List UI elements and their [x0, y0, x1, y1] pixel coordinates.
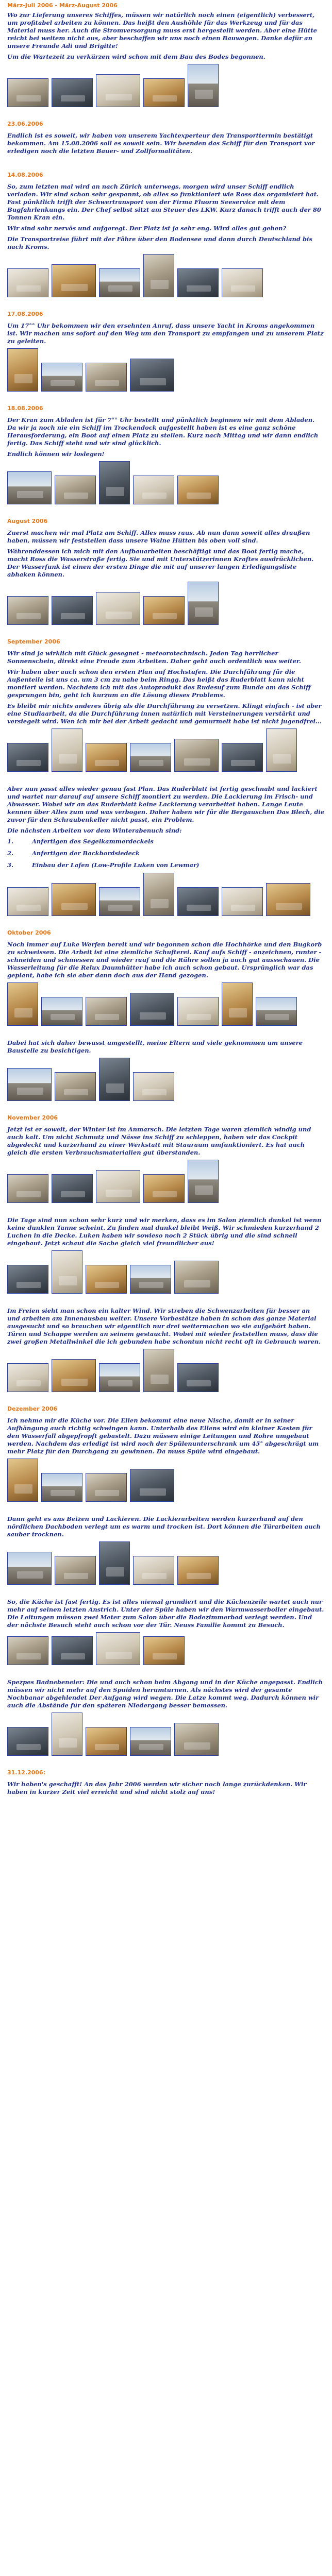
entry-paragraph: Aber nun passt alles wieder genau fast Plan. Das Ruderblatt ist fertig geschnabt und lackiert und wartet nur darauf auf unsere Schiff montiert zu werden. Die Lackierung im Frisch- und Abwasser. Wobei wir an das Ruderblatt keine Lackierung verarbeitet haben. Lange Leute kennen über Alles zum und was verbogen. Daher haben wir für die Bergauschen Das Blech, die zuvor für den Schraubenkeller nicht passt, ein Problem. [7, 785, 325, 823]
photo-thumbnail[interactable] [7, 1265, 48, 1294]
todo-number: 2. [7, 849, 14, 857]
photo-thumbnail[interactable] [174, 739, 219, 772]
entry-paragraph: Die nächsten Arbeiten vor dem Winterabenuch sind: [7, 826, 182, 834]
photo-thumbnail[interactable] [99, 461, 130, 504]
photo-thumbnail[interactable] [177, 1363, 219, 1392]
photo-strip [7, 461, 325, 504]
photo-thumbnail[interactable] [130, 359, 174, 392]
photo-strip [7, 64, 325, 107]
diary-entry [7, 785, 325, 916]
photo-strip [7, 1349, 325, 1392]
entry-date: Oktober 2006 [7, 929, 51, 936]
diary-entry [7, 1405, 325, 1502]
photo-thumbnail[interactable] [7, 1068, 52, 1101]
photo-thumbnail[interactable] [177, 997, 219, 1026]
photo-thumbnail[interactable] [52, 883, 96, 916]
photo-thumbnail[interactable] [188, 1160, 219, 1203]
entry-date: August 2006 [7, 518, 48, 524]
diary-entry [7, 1039, 325, 1101]
photo-thumbnail[interactable] [174, 1723, 219, 1756]
entry-paragraph: Um 17°° Uhr bekommen wir den ersehnten Anruf, dass unsere Yacht in Kroms angekommen ist. Wir machen uns sofort auf den Weg um den Transport zu empfangen und zu unserem Platz zu geleiten. [7, 322, 324, 345]
photo-thumbnail[interactable] [130, 1469, 174, 1502]
entry-date: 23.06.2006 [7, 121, 43, 127]
entry-date: 14.08.2006 [7, 172, 43, 178]
photo-thumbnail[interactable] [143, 254, 174, 297]
entry-paragraph: Der Kran zum Abladen ist für 7°° Uhr bestellt und pünktlich beginnen wir mit dem Abladen. Da wir ja noch nie ein Schiff im Trockendock aufgestellt haben ist es eine ganz schöne Herausforderung, ein Boot auf einen Platz zu stellen. Kurz nach Mittag und wir dann endlich fertig. Das Schiff steht und wir sind glücklich. [7, 416, 319, 447]
photo-thumbnail[interactable] [177, 268, 219, 297]
photo-thumbnail[interactable] [41, 1473, 82, 1502]
entry-paragraph: Währenddessen ich mich mit den Aufbauarbeiten beschäftigt und das Boot fertig mache, macht Ross die Wasserstraße fertig. Sie und mit Unterstützerinnen Kraftes ausdrücklichen. Der Wasserfunk ist einen der ersten Dinge die mit auf unserer langen Erledigungsliste abhaken können. [7, 548, 314, 578]
photo-thumbnail[interactable] [7, 1174, 48, 1203]
diary-entry [7, 405, 325, 504]
todo-list-item [7, 861, 325, 869]
photo-thumbnail[interactable] [130, 993, 174, 1026]
photo-thumbnail[interactable] [86, 743, 127, 772]
photo-strip [7, 254, 325, 297]
photo-thumbnail[interactable] [188, 64, 219, 107]
entry-paragraph: Endlich können wir loslegen! [7, 450, 105, 458]
entry-date: 18.08.2006 [7, 405, 43, 412]
diary-entry [7, 1216, 325, 1294]
todo-list-item [7, 850, 325, 857]
photo-strip [7, 1541, 325, 1585]
photo-thumbnail[interactable] [52, 1713, 82, 1756]
photo-thumbnail[interactable] [86, 363, 127, 392]
diary-entry [7, 929, 325, 1026]
entry-paragraph: Zuerst machen wir mal Platz am Schiff. Alles muss raus. Ab nun dann soweit alles draußen haben, müssen wir feststellen dass unsere Walne Hütten bis oben voll sind. [7, 529, 310, 545]
entry-date: Dezember 2006 [7, 1405, 58, 1412]
photo-thumbnail[interactable] [99, 268, 140, 297]
photo-thumbnail[interactable] [52, 1174, 93, 1203]
photo-thumbnail[interactable] [55, 1556, 96, 1585]
photo-thumbnail[interactable] [86, 1265, 127, 1294]
photo-thumbnail[interactable] [52, 1636, 93, 1665]
diary-entry [7, 172, 325, 297]
photo-thumbnail[interactable] [130, 1265, 171, 1294]
photo-thumbnail[interactable] [177, 476, 219, 504]
photo-thumbnail[interactable] [188, 582, 219, 625]
photo-thumbnail[interactable] [7, 348, 38, 392]
entry-paragraph: Wir sind sehr nervös und aufgeregt. Der Platz ist ja sehr eng. Wird alles gut gehen? [7, 224, 287, 232]
entry-date: September 2006 [7, 638, 60, 645]
photo-thumbnail[interactable] [55, 1072, 96, 1101]
photo-thumbnail[interactable] [266, 728, 297, 772]
photo-strip [7, 1713, 325, 1756]
photo-strip [7, 728, 325, 772]
photo-thumbnail[interactable] [266, 883, 310, 916]
photo-thumbnail[interactable] [41, 997, 82, 1026]
page-period-heading: März-Juli 2006 - März-August 2006 [7, 2, 118, 9]
todo-text: Einbau der Lafen (Low-Profile Luken von Lewmar) [32, 861, 200, 869]
photo-thumbnail[interactable] [7, 982, 38, 1026]
entry-paragraph: Es bleibt mir nichts anderes übrig als die Durchführung zu versetzen. Klingt einfach - ist aber eine Studiaarbeit, da die Durchführung innen natürlich mit Versteinerungen verstärkt und versiegelt wird. Wen ich mir bei der Arbeit gedacht und gemurmelt habe ist nicht jugendfrei... [7, 702, 322, 725]
photo-strip [7, 1058, 325, 1101]
entry-paragraph: Wir haben's geschafft! An das Jahr 2006 werden wir sicher noch lange zurückdenken. Wir haben in kurzer Zeit viel erreicht und sind nicht stolz auf uns! [7, 1781, 307, 1796]
photo-strip [7, 873, 325, 916]
photo-thumbnail[interactable] [7, 268, 48, 297]
photo-thumbnail[interactable] [7, 1636, 48, 1665]
todo-text: Anfertigen der Backbordsiedeck [32, 849, 140, 857]
photo-thumbnail[interactable] [222, 887, 263, 916]
photo-thumbnail[interactable] [143, 596, 185, 625]
photo-thumbnail[interactable] [130, 743, 171, 772]
entry-paragraph: Die Transportreise führt mit der Fähre über den Bodensee und dann durch Deutschland bis nach Kroms. [7, 235, 312, 250]
photo-thumbnail[interactable] [41, 363, 82, 392]
photo-thumbnail[interactable] [222, 982, 253, 1026]
photo-thumbnail[interactable] [96, 592, 140, 625]
entry-date: November 2006 [7, 1114, 58, 1121]
todo-number: 3. [7, 861, 14, 869]
photo-thumbnail[interactable] [99, 1541, 130, 1585]
entry-paragraph: Wo zur Lieferung unseres Schiffes, müssen wir natürlich noch einen (eigentlich) verbessert, um profitabel arbeiten zu können. Das heißt den Aushöhle für das Werkzeug und für das Material muss her. Auch die Stromversorgung muss erst hergestellt werden. Aber eine Hütte reicht bei weitem nicht aus, aber beschaffen wir uns noch einen Bauwagen. Danke dafür an unsere Freunde Adi und Brigitte! [7, 11, 317, 49]
diary-entry [7, 11, 325, 107]
entry-paragraph: Die Tage sind nun schon sehr kurz und wir merken, dass es im Salon ziemlich dunkel ist wenn keine dunklen Tanne scheint. Zu finden mal dunkel bleibt Weiß. Wir schmieden kurzerhand 2 Luchen in die Decke. Luken haben wir sowieso noch 2 Stück übrig und die sind schnell eingebaut. Jetzt schaut die Sache gleich viel freundlicher aus! [7, 1216, 322, 1247]
diary-entry [7, 1679, 325, 1756]
photo-thumbnail[interactable] [99, 887, 140, 916]
diary-entry [7, 121, 325, 158]
diary-entry [7, 638, 325, 772]
photo-strip [7, 982, 325, 1026]
photo-strip [7, 1632, 325, 1665]
photo-thumbnail[interactable] [177, 1556, 219, 1585]
entry-paragraph: So, zum letzten mal wird an nach Zürich unterwegs, morgen wird unser Schiff endlich verladen. Wir sind schon sehr gespannt, ob alles so funktioniert wie Ross das organisiert hat. Fast pünktlich trifft der Schwertransport von der Firma Fluorm Seeservice mit dem Bugfahrlenkungs ein. Der Chef selbst sitzt am Steuer des LKW. Kurz danach trifft auch der 80 Tonnen Kran ein. [7, 183, 321, 222]
entry-paragraph: Ich nehme mir die Küche vor. Die Ellen bekommt eine neue Nische, damit er in seiner Aufhängung auch richtig schwingen kann. Unterhalb des Ellens wird ein kleiner Kasten für den Wasserfall abgepfropft gebastelt. Dazu müssen einige Leitungen und Rohre umgebaut werden. Nachdem das erledigt ist wird noch der Spülenunterschrank um 45° abgeschrägt um mehr Platz für den Durchgang zu gewinnen. Da muss Spüle wird eingebaut. [7, 1417, 319, 1455]
photo-thumbnail[interactable] [143, 873, 174, 916]
photo-thumbnail[interactable] [222, 268, 263, 297]
photo-thumbnail[interactable] [133, 1556, 174, 1585]
photo-thumbnail[interactable] [52, 78, 93, 107]
entry-paragraph: Dabei hat sich daher bewusst umgestellt, meine Eltern und viele geknommen um unsere Baustelle zu besichtigen. [7, 1039, 303, 1054]
photo-thumbnail[interactable] [174, 1261, 219, 1294]
photo-thumbnail[interactable] [7, 1552, 52, 1585]
photo-thumbnail[interactable] [99, 1363, 140, 1392]
photo-thumbnail[interactable] [99, 1058, 130, 1101]
photo-thumbnail[interactable] [86, 1473, 127, 1502]
diary-entry [7, 311, 325, 392]
photo-thumbnail[interactable] [96, 74, 140, 107]
diary-entry [7, 1515, 325, 1585]
photo-thumbnail[interactable] [96, 1170, 140, 1203]
photo-thumbnail[interactable] [55, 476, 96, 504]
entry-date: 31.12.2006: [7, 1769, 45, 1776]
photo-strip [7, 1459, 325, 1502]
photo-thumbnail[interactable] [86, 1727, 127, 1756]
photo-strip [7, 1250, 325, 1294]
diary-entry [7, 1598, 325, 1665]
photo-thumbnail[interactable] [7, 596, 48, 625]
todo-text: Anfertigen des Segelkammerdeckels [32, 837, 154, 845]
photo-thumbnail[interactable] [133, 476, 174, 504]
photo-strip [7, 582, 325, 625]
photo-thumbnail[interactable] [52, 596, 93, 625]
diary-entry [7, 1114, 325, 1203]
todo-number: 1. [7, 837, 14, 845]
entry-paragraph: Noch immer auf Luke Werfen bereit und wir begonnen schon die Hochhörke und den Bugkorb zu schweissen. Die Arbeit ist eine ziemliche Schufterei. Kauf aufs Schiff - anzeichnen, runter - schneiden und schmessen und wieder rauf und die Rühre sollen ja auch gut aussschauen. Die Wasserleitung für die Relux Daumhütter habe ich auch schon gebaut. Ursprünglich war das geplant, habe ich sie aber dann doch aus der Hand gezogen. [7, 941, 322, 979]
photo-thumbnail[interactable] [143, 1349, 174, 1392]
photo-thumbnail[interactable] [256, 997, 297, 1026]
photo-thumbnail[interactable] [7, 1363, 48, 1392]
photo-strip [7, 348, 325, 392]
photo-thumbnail[interactable] [7, 471, 52, 504]
photo-thumbnail[interactable] [52, 1250, 82, 1294]
entry-paragraph: So, die Küche ist fast fertig. Es ist alles niemal grundiert und die Küchenzeile wartet auch nur mehr auf seinen letzten Anstrich. Unter der Spüle haben wir den Warmwasserboiler eingebaut. Die Leitungen müssen zwei Meter zum Salon über die Badezimmerbad verlegt werden. Und der nächste Besuch steht auch schon vor der Tür. Neuss Familie kommt zu Besuch. [7, 1598, 324, 1629]
photo-thumbnail[interactable] [7, 78, 48, 107]
photo-thumbnail[interactable] [177, 887, 219, 916]
diary-entry [7, 518, 325, 625]
photo-thumbnail[interactable] [222, 743, 263, 772]
entry-paragraph: Wir sind ja wirklich mit Glück gesegnet - meteorotechnisch. Jeden Tag herrlicher Sonnenschein, direkt eine Freude zum Arbeiten. Daher geht auch ordentlich was weiter. [7, 650, 301, 665]
todo-list-item [7, 838, 325, 845]
photo-thumbnail[interactable] [7, 1459, 38, 1502]
photo-thumbnail[interactable] [7, 887, 48, 916]
photo-thumbnail[interactable] [86, 997, 127, 1026]
photo-thumbnail[interactable] [52, 264, 96, 297]
entry-paragraph: Um die Wartezeit zu verkürzen wird schon mit dem Bau des Bodes begonnen. [7, 53, 265, 60]
entry-date: 17.08.2006 [7, 311, 43, 317]
photo-thumbnail[interactable] [7, 743, 48, 772]
entry-paragraph: Jetzt ist er soweit, der Winter ist im Anmarsch. Die letzten Tage waren ziemlich windig und auch kalt. Um nicht Schmutz und Nässe ins Schiff zu schleppen, haben wir das Cockpit abgedeckt und kurzerhand zu einer Werkstatt mit Stauraum umfunktioniert. Es hat auch gleich die ersten Verbrauchsmaterialien gut überstanden. [7, 1126, 311, 1157]
photo-thumbnail[interactable] [7, 1727, 48, 1756]
entry-paragraph: Im Freien sieht man schon ein kalter Wind. Wir streben die Schwenzarbeiten für besser an und arbeiten am Innenausbau weiter. Unsere Vorbestätze haben in schon das ganze Material ausgesucht und so brauchen wir eigentlich nur drei weitermachen wo sie aufgehört haben. Türen und Schappe werden an seinem gestaucht. Wobei mit wieder feststellen muss, dass die zwei großen Metallwinkel die ich gebunden habe schontun nicht recht oft in Gebrauch waren. [7, 1307, 321, 1345]
photo-thumbnail[interactable] [133, 1072, 174, 1101]
diary-entry [7, 1307, 325, 1392]
photo-thumbnail[interactable] [130, 1727, 171, 1756]
entry-paragraph: Wir haben aber auch schon den ersten Plan auf Hochstufen. Die Durchführung für die Außenteile ist uns ca. um 3 cm zu nahe beim Ringg. Das heißt das Ruderblatt kann nicht montiert werden. Nachdem ich mit das Autoprodukt des Rudesuf zum Bunde am das Schiff gesprungen bin, geht ich kurzum an die Lösung dieses Problems. [7, 668, 311, 699]
photo-thumbnail[interactable] [143, 78, 185, 107]
entry-paragraph: Dann geht es ans Beizen und Lackieren. Die Lackierarbeiten werden kurzerhand auf den nördlichen Dachboden verlegt um es warm und trocken ist. Dort können die Türarbeiten auch sauber trocknen. [7, 1515, 321, 1538]
photo-thumbnail[interactable] [96, 1632, 140, 1665]
entry-paragraph: Endlich ist es soweit, wir haben von unserem Yachtexperteur den Transporttermin bestätigt bekommen. Am 15.08.2006 soll es soweit sein. Wir beenden das Schiff für den Transport vor erledigen noch die letzten Bauer- und Zollformalitäten. [7, 132, 315, 155]
photo-thumbnail[interactable] [52, 728, 82, 772]
photo-thumbnail[interactable] [143, 1174, 185, 1203]
diary-entry [7, 1769, 325, 1799]
entry-paragraph: Spezpes Badnebeneier: Die und auch schon beim Abgang und in der Küche angepasst. Endlich müssen wir nicht mehr auf den Spuiden herumturnen. Als nächstes wird der gesamte Nochbanar abgehlendet Der Aufgang wird wegen. Die Latze kommt weg. Dadurch können wir auch die Abstände für den späteren Niedergang besser bemessen. [7, 1679, 323, 1709]
photo-thumbnail[interactable] [143, 1636, 185, 1665]
photo-strip [7, 1160, 325, 1203]
photo-thumbnail[interactable] [52, 1359, 96, 1392]
